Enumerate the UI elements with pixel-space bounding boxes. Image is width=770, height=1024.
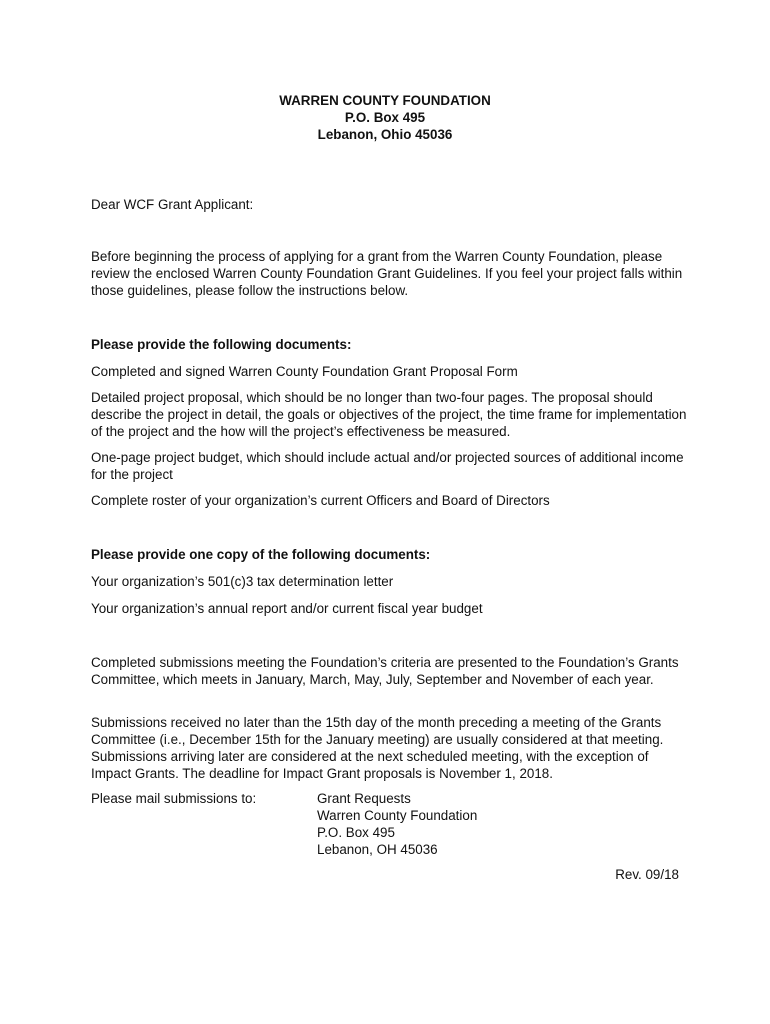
section2-heading: Please provide one copy of the following documents: (91, 547, 431, 562)
deadline-paragraph: Submissions received no later than the 15th day of the month preceding a meeting of the Grants Committee (i.e., December 15th for the January meeting) are usually considered at that meeting. Submissions arriving later are considered at the next scheduled meeting, with the exception of Impact Grants. The deadline for Impact Grant proposals is November 1, 2018. (91, 715, 664, 781)
mail-address (317, 790, 477, 858)
section1-item: Detailed project proposal, which should be no longer than two-four pages. The proposal should describe the project in detail, the goals or objectives of the project, the time frame for implementation of the project and the how will the project’s effectiveness be measured. (91, 390, 687, 439)
revision-note: Rev. 09/18 (615, 867, 679, 882)
section1-item: One-page project budget, which should include actual and/or projected sources of additional income for the project (91, 450, 684, 482)
mail-address-line: Lebanon, OH 45036 (317, 842, 438, 857)
mail-label: Please mail submissions to: (91, 791, 257, 806)
section2-item: Your organization’s 501(c)3 tax determination letter (91, 574, 394, 589)
mail-address-line: P.O. Box 495 (317, 825, 395, 840)
section2-item: Your organization’s annual report and/or current fiscal year budget (91, 601, 483, 616)
mail-address-line: Grant Requests (317, 791, 411, 806)
section1-heading: Please provide the following documents: (91, 337, 352, 352)
mail-address-line: Warren County Foundation (317, 808, 478, 823)
section1-item: Complete roster of your organization’s current Officers and Board of Directors (91, 493, 550, 508)
org-po-box: P.O. Box 495 (344, 110, 426, 125)
intro-paragraph: Before beginning the process of applying for a grant from the Warren County Foundation, please review the enclosed Warren County Foundation Grant Guidelines. If you feel your project falls within those guidelines, please follow the instructions below. (91, 249, 683, 298)
org-name: WARREN COUNTY FOUNDATION (279, 93, 491, 108)
letterhead (0, 92, 770, 143)
salutation: Dear WCF Grant Applicant: (91, 197, 254, 212)
org-city: Lebanon, Ohio 45036 (317, 127, 453, 142)
section1-item: Completed and signed Warren County Foundation Grant Proposal Form (91, 364, 518, 379)
criteria-paragraph: Completed submissions meeting the Foundation’s criteria are presented to the Foundation’s Grants Committee, which meets in January, March, May, July, September and November of each year. (91, 655, 679, 687)
